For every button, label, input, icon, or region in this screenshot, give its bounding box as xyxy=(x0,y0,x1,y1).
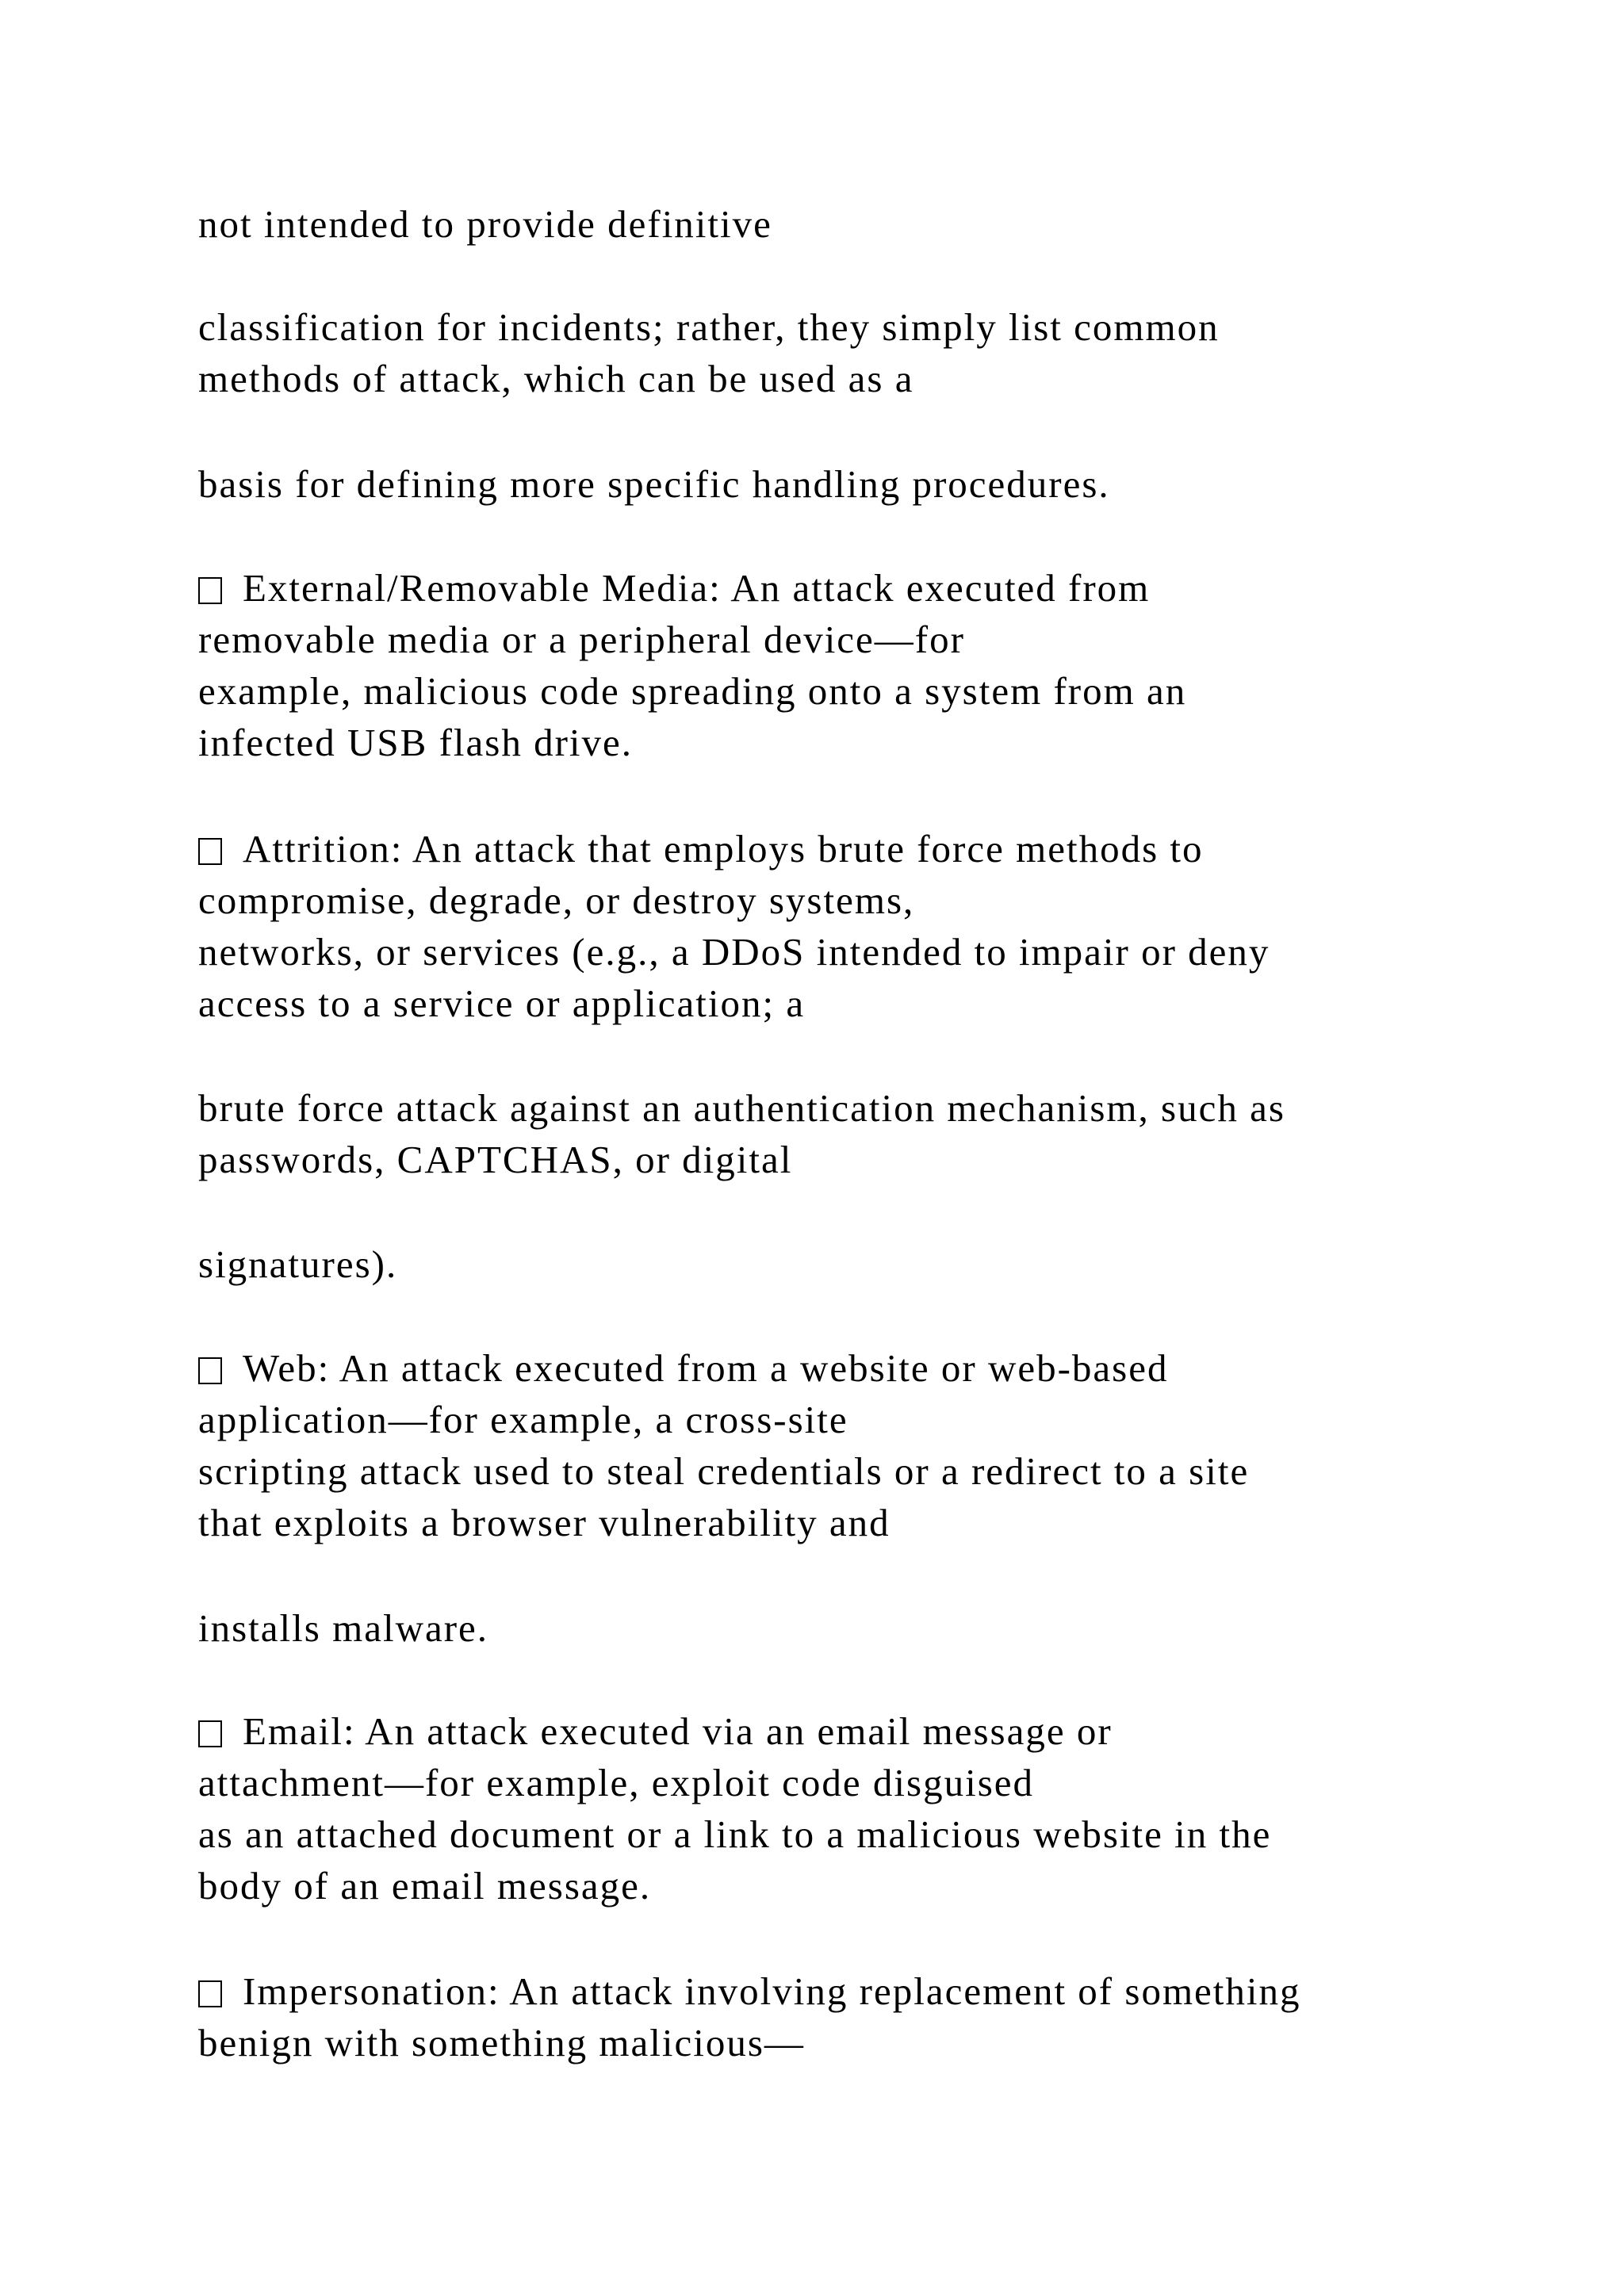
text-line: signatures). xyxy=(198,1242,398,1286)
text-line: scripting attack used to steal credentials or a redirect to a site xyxy=(198,1449,1250,1493)
text-line: installs malware. xyxy=(198,1606,489,1650)
paragraph-signatures xyxy=(198,1238,1562,1290)
text-line: body of an email message. xyxy=(198,1864,652,1908)
missing-glyph-box-icon xyxy=(198,1980,222,2007)
text-line: attachment—for example, exploit code disguised xyxy=(198,1761,1035,1804)
bullet-item-attrition xyxy=(198,823,1562,1029)
text-line: passwords, CAPTCHAS, or digital xyxy=(198,1138,793,1181)
text-line: application—for example, a cross-site xyxy=(198,1398,848,1441)
paragraph-intro-fragment xyxy=(198,198,1562,250)
text-line: not intended to provide definitive xyxy=(198,202,772,246)
text-line: access to a service or application; a xyxy=(198,982,806,1025)
bullet-item-email xyxy=(198,1705,1562,1911)
text-line: compromise, degrade, or destroy systems, xyxy=(198,878,915,922)
missing-glyph-box-icon xyxy=(198,577,222,604)
text-line: basis for defining more specific handling procedures. xyxy=(198,462,1110,506)
bullet-text: Attrition: An attack that employs brute force methods to xyxy=(243,827,1204,871)
text-line: as an attached document or a link to a malicious website in the xyxy=(198,1812,1272,1856)
paragraph-installs-malware xyxy=(198,1602,1562,1654)
text-line: infected USB flash drive. xyxy=(198,721,634,764)
text-line: methods of attack, which can be used as a xyxy=(198,357,914,400)
bullet-text: External/Removable Media: An attack executed from xyxy=(243,566,1151,610)
paragraph-basis xyxy=(198,458,1562,510)
text-line: networks, or services (e.g., a DDoS intended to impair or deny xyxy=(198,930,1270,974)
paragraph-brute-force xyxy=(198,1082,1562,1185)
bullet-text: Email: An attack executed via an email message or xyxy=(243,1709,1113,1753)
text-line: classification for incidents; rather, they simply list common xyxy=(198,305,1220,349)
text-line: brute force attack against an authentication mechanism, such as xyxy=(198,1086,1285,1130)
bullet-item-web xyxy=(198,1342,1562,1548)
text-line: that exploits a browser vulnerability and xyxy=(198,1501,891,1544)
missing-glyph-box-icon xyxy=(198,1357,222,1384)
paragraph-classification xyxy=(198,301,1562,404)
bullet-item-impersonation xyxy=(198,1965,1562,2068)
bullet-item-external-media xyxy=(198,562,1562,768)
text-line: benign with something malicious— xyxy=(198,2021,805,2064)
missing-glyph-box-icon xyxy=(198,838,222,865)
bullet-text: Impersonation: An attack involving replacement of something xyxy=(243,1969,1301,2013)
text-line: example, malicious code spreading onto a system from an xyxy=(198,669,1187,713)
bullet-text: Web: An attack executed from a website or web-based xyxy=(243,1346,1169,1390)
missing-glyph-box-icon xyxy=(198,1720,222,1747)
text-line: removable media or a peripheral device—for xyxy=(198,618,965,661)
